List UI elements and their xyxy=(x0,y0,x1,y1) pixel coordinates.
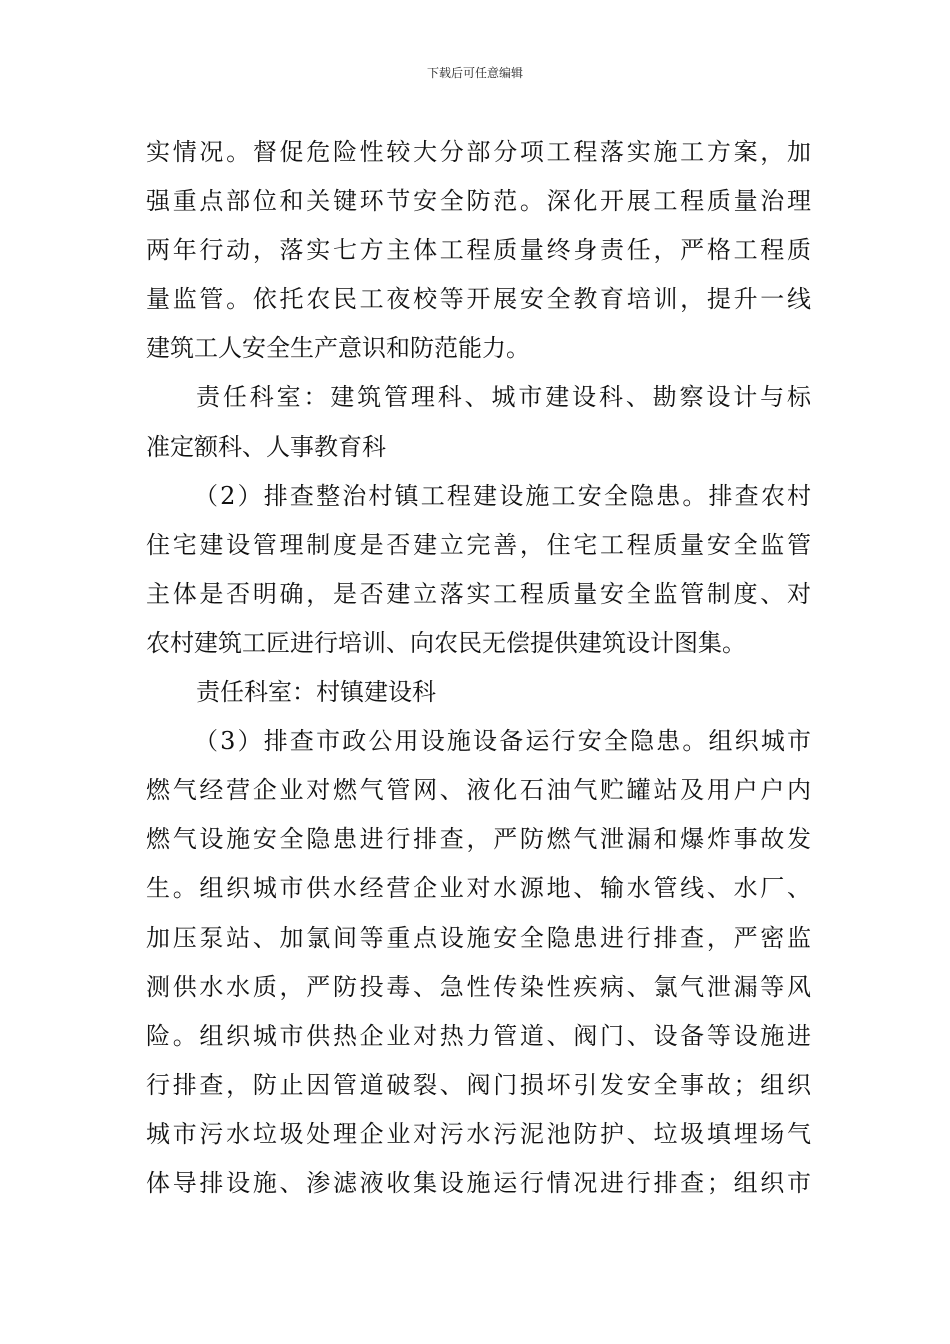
text-line: 体导排设施、渗滤液收集设施运行情况进行排查；组织市 xyxy=(146,1168,811,1197)
text-line: 燃气经营企业对燃气管网、液化石油气贮罐站及用户户内 xyxy=(146,776,811,805)
section-heading-line: （3）排查市政公用设施设备运行安全隐患。组织城市 xyxy=(194,727,811,756)
page-header-note: 下载后可任意编辑 xyxy=(426,66,523,80)
responsible-dept-line: 责任科室：建筑管理科、城市建设科、勘察设计与标 xyxy=(196,383,811,412)
text-line: 农村建筑工匠进行培训、向农民无偿提供建筑设计图集。 xyxy=(146,628,746,657)
text-line: 两年行动，落实七方主体工程质量终身责任，严格工程质 xyxy=(146,236,811,265)
text-line: 加压泵站、加氯间等重点设施安全隐患进行排查，严密监 xyxy=(146,923,811,952)
text-line: 建筑工人安全生产意识和防范能力。 xyxy=(146,334,530,363)
responsible-dept-line: 责任科室：村镇建设科 xyxy=(196,678,436,707)
text-line: 量监管。依托农民工夜校等开展安全教育培训，提升一线 xyxy=(146,285,811,314)
text-line: 生。组织城市供水经营企业对水源地、输水管线、水厂、 xyxy=(146,874,811,903)
document-body xyxy=(146,128,811,1208)
text-line: 住宅建设管理制度是否建立完善，住宅工程质量安全监管 xyxy=(146,530,811,559)
text-line: 测供水水质，严防投毒、急性传染性疾病、氯气泄漏等风 xyxy=(146,972,811,1001)
text-line: 行排查，防止因管道破裂、阀门损坏引发安全事故；组织 xyxy=(146,1070,811,1099)
section-heading-line: （2）排查整治村镇工程建设施工安全隐患。排查农村 xyxy=(194,481,811,510)
text-line: 城市污水垃圾处理企业对污水污泥池防护、垃圾填埋场气 xyxy=(146,1119,811,1148)
text-line: 准定额科、人事教育科 xyxy=(146,432,386,461)
text-line: 险。组织城市供热企业对热力管道、阀门、设备等设施进 xyxy=(146,1021,811,1050)
text-line: 强重点部位和关键环节安全防范。深化开展工程质量治理 xyxy=(146,187,811,216)
text-line: 实情况。督促危险性较大分部分项工程落实施工方案，加 xyxy=(146,138,811,166)
text-line: 主体是否明确，是否建立落实工程质量安全监管制度、对 xyxy=(146,579,811,608)
text-line: 燃气设施安全隐患进行排查，严防燃气泄漏和爆炸事故发 xyxy=(146,825,811,854)
